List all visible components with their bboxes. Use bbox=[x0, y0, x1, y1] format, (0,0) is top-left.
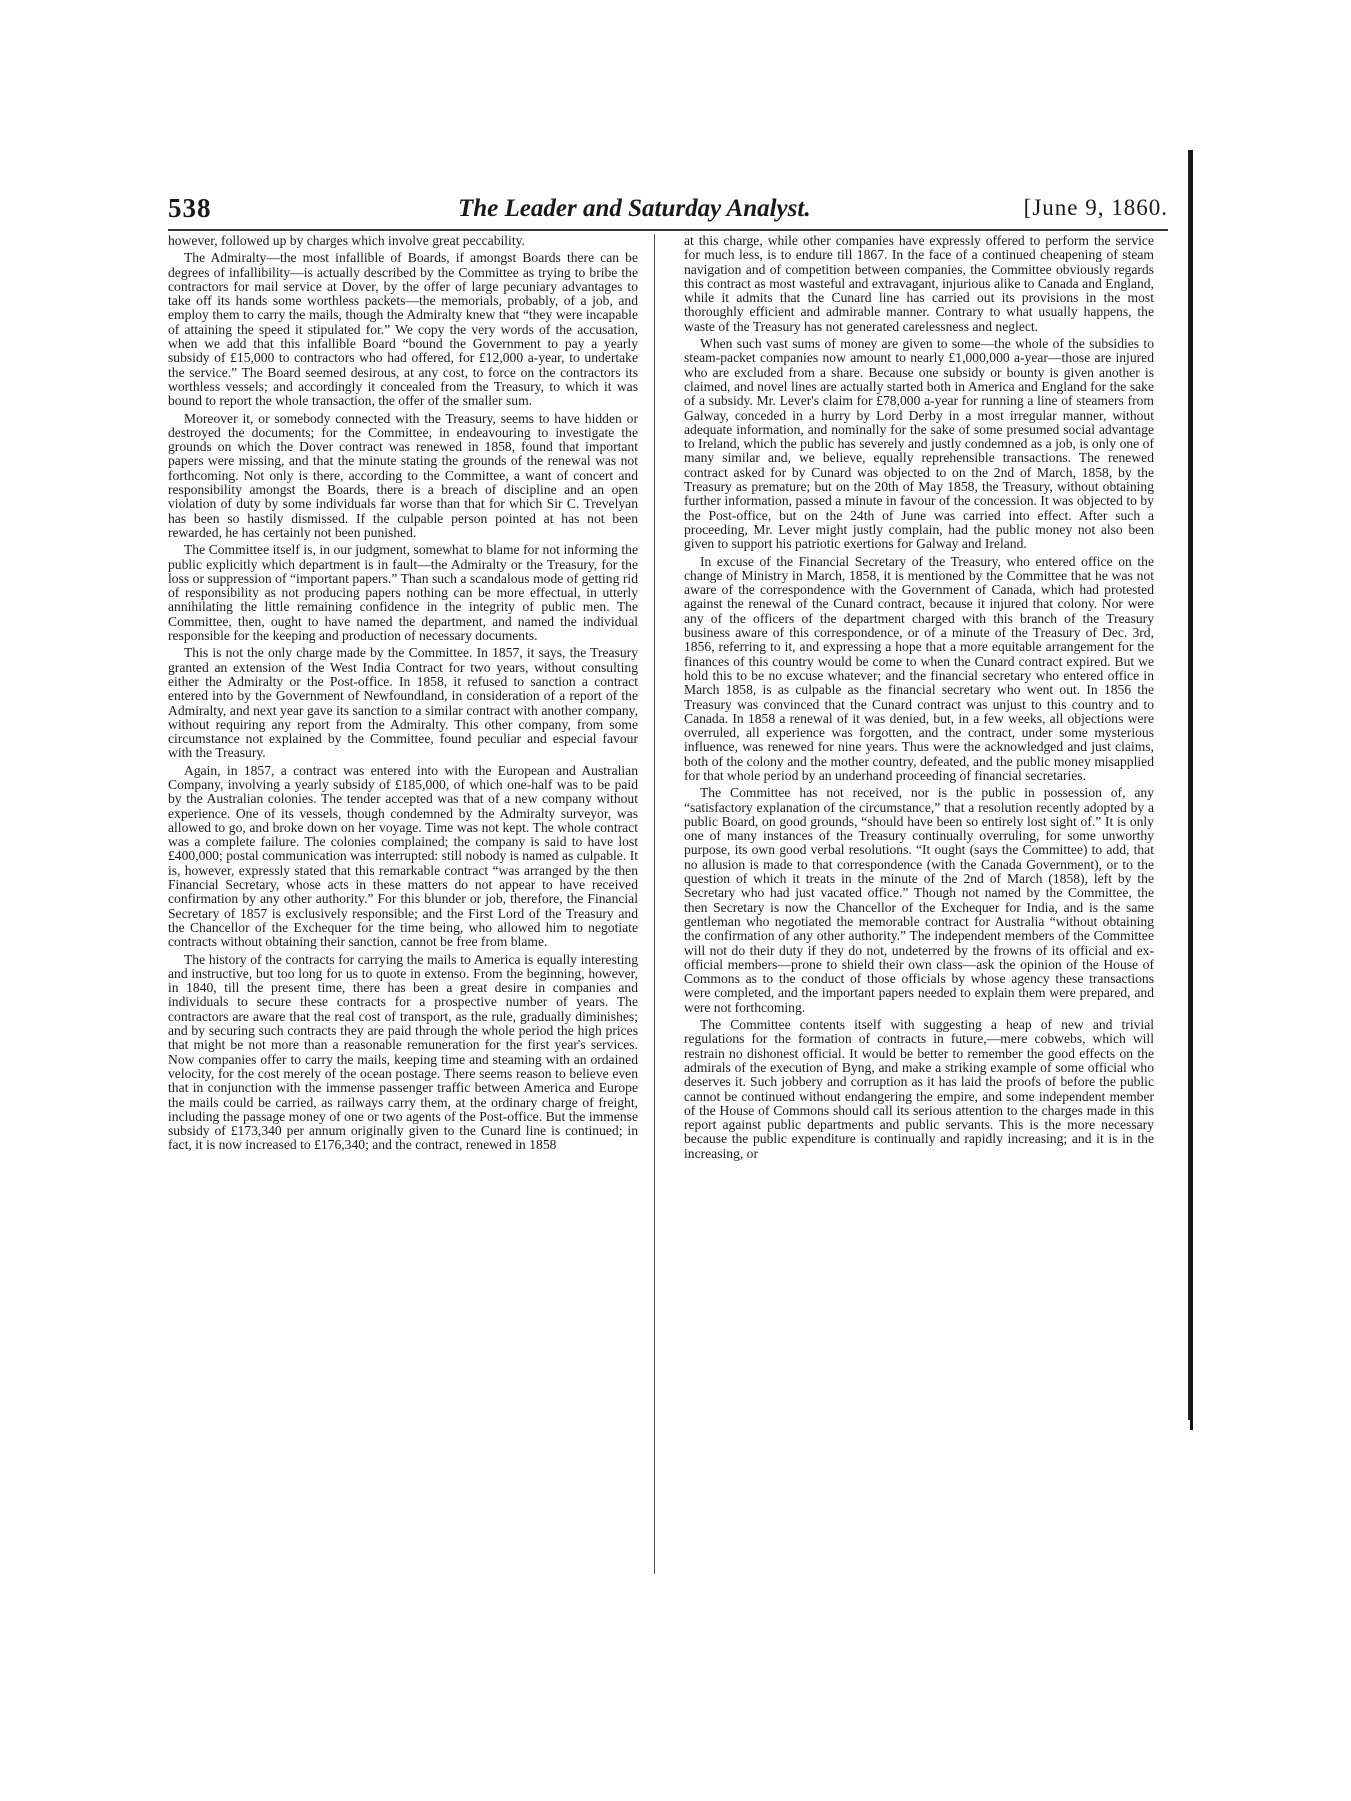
paragraph: however, followed up by charges which involve great peccability. bbox=[168, 234, 525, 248]
right-column bbox=[684, 234, 1154, 1574]
paragraph: Moreover it, or somebody connected with the Treasury, seems to have hidden or destroyed the documents; for the Committee, in endeavouring to investigate the grounds on which the Dover contract was renewed in 1858, found that important papers were missing, and that the minute stating the grounds of the renewal was not forthcoming. Not only is there, according to the Committee, a want of concert and responsibility amongst the Boards, there is a breach of discipline and an open violation of duty by some individuals far worse than that for which Sir C. Trevelyan has been so hastily dismissed. If the culpable person pointed at has not been rewarded, he has certainly not been punished. bbox=[168, 410, 638, 540]
column-divider bbox=[654, 234, 655, 1574]
paragraph: Again, in 1857, a contract was entered into with the European and Australian Company, involving a yearly subsidy of £185,000, of which one-half was to be paid by the Australian colonies. The tender accepted was that of a new company without experience. One of its vessels, though condemned by the Admiralty surveyor, was allowed to go, and broke down on her voyage. Time was not kept. The whole contract was a complete failure. The colonies complained; the company is said to have lost £400,000; postal communication was interrupted: still nobody is named as culpable. It is, however, expressly stated that this remarkable contract “was arranged by the then Financial Secretary, whose acts in these matters do not appear to have received confirmation by any other authority.” For this blunder or job, therefore, the Financial Secretary of 1857 is exclusively responsible; and the First Lord of the Treasury and the Chancellor of the Exchequer for the time being, who allowed him to negotiate contracts without obtaining their sanction, cannot be free from blame. bbox=[168, 762, 638, 950]
paragraph: In excuse of the Financial Secretary of the Treasury, who entered office on the change of Ministry in March, 1858, it is mentioned by the Committee that he was not aware of the correspondence with the Government of Canada, which had protested against the renewal of the Cunard contract, because it injured that colony. Nor were any of the officers of the department charged with this branch of the Treasury business aware of this correspondence, or of a minute of the Treasury of Dec. 3rd, 1856, referring to it, and expressing a hope that a more equitable arrangement for the finances of this country would be come to when the Cunard contract expired. But we hold this to be no excuse whatever; and the financial secretary who entered office in March 1858, is as culpable as the financial secretary who went out. In 1856 the Treasury was convinced that the Cunard contract was unjust to this country and to Canada. In 1858 a renewal of it was denied, but, in a few weeks, all objections were overruled, all experience was forgotten, and the contract, under some mysterious influence, was renewed for nine years. Thus were the acknowledged and just claims, both of the colony and the mother country, defeated, and the public money misapplied for that whole period by an underhand proceeding of financial secretaries. bbox=[684, 553, 1154, 783]
page-header bbox=[168, 193, 1168, 227]
page-edge-shadow bbox=[1190, 150, 1193, 1430]
page-number: 538 bbox=[168, 193, 212, 223]
paragraph: The Committee contents itself with suggesting a heap of new and trivial regulations for the formation of contracts in future,—mere cobwebs, which will restrain no dishonest official. It would be better to remember the good effects on the admirals of the execution of Byng, and make a striking example of some official who deserves it. Such jobbery and corruption as it has laid the proofs of before the public cannot be continued without endangering the empire, and some independent member of the House of Commons should call its serious attention to the charges made in this report against public departments and public servants. This is the more necessary because the public expenditure is continually and rapidly increasing; and it is in the increasing, or bbox=[684, 1017, 1154, 1161]
paragraph: at this charge, while other companies have expressly offered to perform the service for much less, is to endure till 1867. In the face of a continued cheapening of steam navigation and of competition between companies, the Committee obviously regards this contract as most wasteful and extravagant, injurious alike to Canada and England, while it admits that the Cunard line has carried out its provisions in the most thoroughly efficient and admirable manner. Contrary to what usually happens, the waste of the Treasury has not generated carelessness and neglect. bbox=[684, 234, 1154, 334]
publication-title: The Leader and Saturday Analyst. bbox=[458, 195, 811, 222]
paragraph: The Committee has not received, nor is the public in possession of, any “satisfactory explanation of the circumstance,” that a resolution recently adopted by a public Board, on good grounds, “should have been so entirely lost sight of.” It is only one of many instances of the Treasury continually overruling, for some unworthy purpose, its own good verbal resolutions. “It ought (says the Committee) to add, that no allusion is made to that correspondence (with the Canada Government), or to the question of which it treats in the minute of the 2nd of March (1858), left by the Secretary who had just vacated office.” Though not named by the Committee, the then Secretary is now the Chancellor of the Exchequer for India, and is the same gentleman who negotiated the memorable contract for Australia “without obtaining the confirmation of any other authority.” The independent members of the Committee will not do their duty if they do not, undeterred by the frowns of its official and ex-official members—prone to shield their own class—ask the opinion of the House of Commons as to the conduct of those officials by whose agency these transactions were completed, and the important papers needed to explain them were prepared, and were not forthcoming. bbox=[684, 785, 1154, 1015]
paragraph: When such vast sums of money are given to some—the whole of the subsidies to steam-packet companies now amount to nearly £1,000,000 a-year—those are injured who are excluded from a share. Because one subsidy or bounty is given another is claimed, and novel lines are actually started both in America and England for the sake of a subsidy. Mr. Lever's claim for £78,000 a-year for running a line of steamers from Galway, conceded in a hurry by Lord Derby in a most irregular manner, without adequate information, and nominally for the sake of some presumed social advantage to Ireland, which the public has severely and justly condemned as a job, is only one of many similar and, we believe, equally reprehensible transactions. The renewed contract asked for by Cunard was objected to on the 2nd of March, 1858, by the Treasury as premature; but on the 20th of May 1858, the Treasury, without obtaining further information, passed a minute in favour of the concession. It was objected to by the Post-office, but on the 24th of June was carried into effect. After such a proceeding, Mr. Lever might justly complain, had the public money not also been given to support his patriotic exertions for Galway and Ireland. bbox=[684, 336, 1154, 552]
issue-date: [June 9, 1860. bbox=[1023, 195, 1168, 220]
left-column bbox=[168, 234, 638, 1574]
paragraph: The history of the contracts for carrying the mails to America is equally interesting and instructive, but too long for us to quote in extenso. From the beginning, however, in 1840, till the present time, there has been a great desire in companies and individuals to secure these contracts for a prospective number of years. The contractors are aware that the real cost of transport, as the rule, gradually diminishes; and by securing such contracts they are paid through the whole period the high prices that might be not more than a reasonable remuneration for the first year's services. Now companies offer to carry the mails, keeping time and steaming with an ordained velocity, for the cost merely of the ocean postage. There seems reason to believe even that in conjunction with the immense passenger traffic between America and Europe the mails could be carried, as railways carry them, at the ordinary charge of freight, including the passage money of one or two agents of the Post-office. But the immense subsidy of £173,340 per annum originally given to the Cunard line is continued; in fact, it is now increased to £176,340; and the contract, renewed in 1858 bbox=[168, 951, 638, 1153]
paragraph: The Admiralty—the most infallible of Boards, if amongst Boards there can be degrees of infallibility—is actually described by the Committee as trying to bribe the contractors for mail service at Dover, by the offer of large pecuniary advantages to take off its hands some worthless packets—the memorials, probably, of a job, and employ them to carry the mails, though the Admiralty knew that “they were incapable of attaining the speed it stipulated for.” We copy the very words of the accusation, when we add that this infallible Board “bound the Government to pay a yearly subsidy of £15,000 to contractors who had offered, for £12,000 a-year, to undertake the service.” The Board seemed desirous, at any cost, to force on the contractors its worthless vessels; and accordingly it concealed from the Treasury, to which it was bound to report the whole transaction, the offer of the smaller sum. bbox=[168, 250, 638, 409]
header-rule bbox=[168, 229, 1168, 231]
paragraph: This is not the only charge made by the Committee. In 1857, it says, the Treasury granted an extension of the West India Contract for two years, without consulting either the Admiralty or the Post-office. In 1858, it refused to sanction a contract entered into by the Government of Newfoundland, in consideration of a report of the Admiralty, and next year gave its sanction to a similar contract with another company, without requiring any report from the Admiralty. This other company, from some circumstance not explained by the Committee, found peculiar and especial favour with the Treasury. bbox=[168, 645, 638, 761]
paragraph: The Committee itself is, in our judgment, somewhat to blame for not informing the public explicitly which department is in fault—the Admiralty or the Treasury, for the loss or suppression of “important papers.” Than such a scandalous mode of getting rid of responsibility as not producing papers nothing can be more effectual, in utterly annihilating the little remaining confidence in the integrity of public men. The Committee, then, ought to have named the department, and named the individual responsible for the keeping and production of necessary documents. bbox=[168, 542, 638, 644]
